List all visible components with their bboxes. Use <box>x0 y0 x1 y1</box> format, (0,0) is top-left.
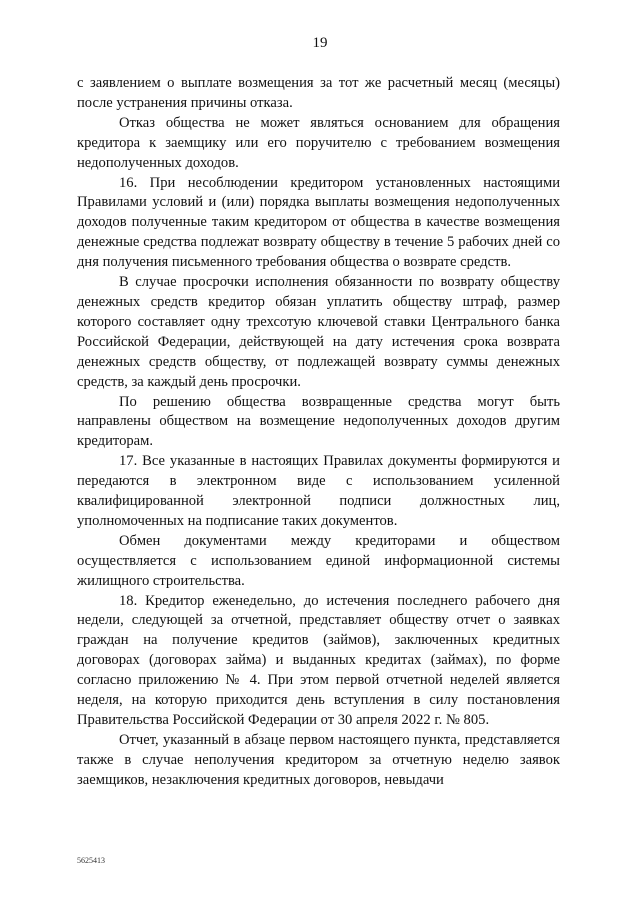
paragraph-reallocation: По решению общества возвращенные средства могут быть направлены обществом на возмещение недополученных доходов другим кредиторам. <box>77 393 560 450</box>
footer-document-code: 5625413 <box>77 856 105 865</box>
paragraph-item-18: 18. Кредитор еженедельно, до истечения последнего рабочего дня недели, следующей за отчетной, представляет обществу отчет о заявках граждан на получение кредитов (займов), заключенных кредитных договорах (договорах займа) и выданных кредитах (займах), по форме согласно приложению № 4. При этом первой отчетной неделей является неделя, на которую приходится день вступления в силу постановления Правительства Российской Федерации от 30 апреля 2022 г. № 805. <box>77 592 560 728</box>
paragraph-item-16: 16. При несоблюдении кредитором установленных настоящими Правилами условий и (или) порядка выплаты возмещения недополученных доходов полученные таким кредитором от общества в качестве возмещения денежные средства подлежат возврату обществу в течение 5 рабочих дней со дня получения письменного требования общества о возврате средств. <box>77 174 560 271</box>
paragraph-report: Отчет, указанный в абзаце первом настоящего пункта, представляется также в случае неполучения кредитором за отчетную неделю заявок заемщиков, незаключения кредитных договоров, невыдачи <box>77 731 560 788</box>
paragraph-continuation: с заявлением о выплате возмещения за тот же расчетный месяц (месяцы) после устранения причины отказа. <box>77 75 560 111</box>
paragraph-document-exchange: Обмен документами между кредиторами и обществом осуществляется с использованием единой информационной системы жилищного строительства. <box>77 532 560 589</box>
paragraph-penalty: В случае просрочки исполнения обязанности по возврату обществу денежных средств кредитор обязан уплатить обществу штраф, размер которого составляет одну трехсотую ключевой ставки Центрального банка Российской Федерации, действующей на дату истечения срока возврата денежных средств обществу, от подлежащей возврату суммы денежных средств, за каждый день просрочки. <box>77 274 560 390</box>
paragraph-refusal: Отказ общества не может являться основанием для обращения кредитора к заемщику или его поручителю с требованием возмещения недополученных доходов. <box>77 114 560 171</box>
paragraph-item-17: 17. Все указанные в настоящих Правилах документы формируются и передаются в электронном виде с использованием усиленной квалифицированной электронной подписи должностных лиц, уполномоченных на подписание таких документов. <box>77 453 560 529</box>
page-number: 19 <box>312 35 328 51</box>
document-body <box>77 74 560 791</box>
